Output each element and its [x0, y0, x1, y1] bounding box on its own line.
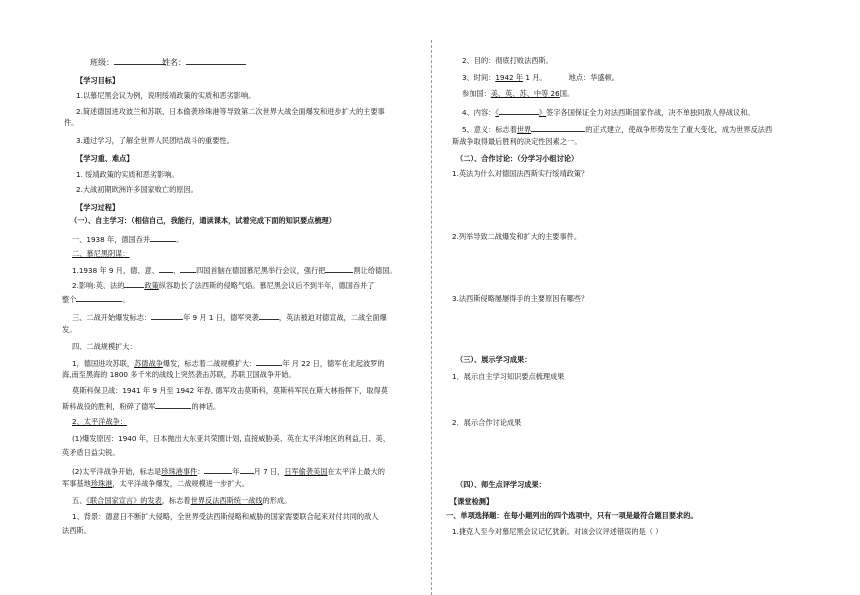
key-1: 1. 绥靖政策的实质和恶劣影响。 — [76, 170, 179, 179]
pacific-start — [72, 465, 385, 477]
background-1: 1、背景：德意日不断扩大侵略，全世界受法西斯侵略和威胁的国家需要联合起来对付共同的敌人 — [72, 512, 379, 521]
class-blank[interactable] — [114, 56, 166, 65]
question-2: 2.列举导致二战爆发和扩大的主要事件。 — [452, 232, 582, 241]
show-2: 2．展示合作讨论成果 — [452, 418, 522, 427]
expansion-1-b: 苏德战争 — [134, 359, 163, 368]
participants — [462, 89, 574, 99]
munich-2-e: 。 — [122, 295, 130, 304]
significance-text: 的正式建立，使战争形势发生了重大变化，成为世界反法西 — [585, 125, 773, 134]
pacific-start-g: 在太平洋上最大的 — [327, 467, 385, 476]
pacific-cause-cont: 英矛盾日益尖锐。 — [62, 448, 120, 457]
munich-2-d: 整个 — [62, 295, 77, 304]
name-field — [162, 56, 246, 68]
outbreak — [72, 311, 387, 323]
goal-2: 2.简述德国进攻波兰和苏联、日本偷袭珍珠港等导致第二次世界大战全面爆发和进步扩大的主要事 — [76, 107, 385, 116]
class-field — [90, 56, 166, 68]
munich-2-cont — [62, 293, 130, 305]
expansion-1 — [72, 357, 385, 369]
declaration-c: ，标志着 — [161, 496, 191, 505]
question-1: 1.英法为什么对德国法西斯实行绥靖政策？ — [452, 169, 589, 178]
participants-label: 参加国： — [462, 89, 491, 98]
pacific-start-h: 军事基地 — [62, 479, 91, 488]
outbreak-a: 三、二战开始爆发标志： — [72, 313, 152, 322]
mc-text: 在每小题列出的四个选项中，只有一项是最符合题目要求的。 — [503, 511, 698, 520]
class-label: 班级： — [90, 58, 114, 67]
moscow-1: 莫斯科保卫战：1941 年 9 月至 1942 年春, 德军攻击莫斯科，莫斯科军民在斯大林指挥下，取得莫 — [72, 386, 388, 395]
time-year: 1942 年 — [495, 73, 524, 82]
content-close: 》 — [538, 108, 547, 117]
item-1-end: 。 — [176, 235, 184, 244]
name-label: 姓名： — [162, 58, 186, 67]
munich-1-a: 1.1938 年 9 月，德、意、 — [72, 266, 159, 275]
munich-2 — [72, 279, 374, 291]
expansion-title: 四、二战规模扩大： — [72, 342, 137, 351]
munich-2-a: 2.影响:英、法的 — [72, 281, 125, 290]
place: 地点：华盛顿。 — [568, 73, 619, 82]
background-2: 法西斯。 — [62, 526, 91, 535]
item-1-text: 一、1938 年，德国吞并 — [72, 235, 151, 244]
blank-target[interactable] — [259, 311, 279, 320]
munich-title: 二、慕尼黑阴谋： — [72, 249, 130, 258]
process-title: 【学习过程】 — [76, 203, 120, 212]
blank-year-2[interactable] — [256, 357, 282, 366]
outbreak-cont: 发。 — [62, 325, 77, 334]
item-1 — [72, 233, 183, 245]
moscow-2-b: 的神话。 — [191, 402, 221, 411]
column-divider — [431, 40, 432, 595]
self-study-text: （一）、自主学习：（相信自己，我能行，通读课本，试着完成下面的知识要点梳理） — [70, 216, 336, 225]
pacific-start-f: 日军偷袭美国 — [284, 467, 328, 476]
moscow-2 — [62, 400, 220, 412]
expansion-1-a: 1，德国进攻苏联， — [72, 359, 135, 368]
munich-1-c: 四国首脑在德国慕尼黑举行会议，强行把 — [196, 266, 326, 275]
purpose: 2、目的：彻底打败法西斯。 — [462, 56, 553, 65]
significance — [462, 123, 772, 135]
right-column — [446, 0, 810, 595]
mc-instructions — [446, 511, 698, 521]
name-blank[interactable] — [186, 56, 246, 65]
time-month: 1 月。 — [523, 73, 547, 82]
pacific-start-e: 月 7 日， — [253, 467, 285, 476]
significance-cont: 斯战争取得最后胜利的决定性因素之一。 — [452, 137, 582, 146]
content-open: 《 — [495, 108, 499, 117]
goal-3: 3.通过学习，了解全世界人民团结战斗的重要性。 — [76, 136, 234, 145]
pacific-start-j: ，太平洋战争爆发，二战规模进一步扩大。 — [112, 479, 249, 488]
blank-policy[interactable] — [124, 279, 144, 288]
content-text: 签字各国保证全力对法西斯国家作战，决不单独同敌人停战议和。 — [546, 108, 755, 117]
show-1: 1．展示自主学习知识要点梳理成果 — [452, 372, 565, 381]
declaration — [72, 496, 291, 506]
expansion-1-d: 年 月 22 日，德军在北起波罗的 — [282, 359, 385, 368]
left-column — [62, 0, 416, 595]
blank-whole[interactable] — [76, 293, 122, 302]
time-place — [462, 73, 619, 83]
test-title: 【课堂检测】 — [450, 497, 494, 506]
blank-month[interactable] — [240, 465, 254, 474]
declaration-a: 五、 — [72, 496, 87, 505]
time-label: 3、时间： — [462, 73, 496, 82]
pacific-cause: (1)爆发原因：1940 年，日本抛出大东亚共荣圈计划, 直接威胁美、英在太平洋地区的利益,日、美、 — [72, 434, 390, 443]
declaration-d: 世界反法西斯统一战线 — [190, 496, 263, 505]
munich-1 — [72, 264, 397, 276]
blank-annex[interactable] — [150, 233, 176, 242]
blank-front[interactable] — [531, 123, 585, 132]
significance-world: 世界 — [516, 125, 532, 134]
moscow-2-a: 斯科战役的胜利，粉碎了德军 — [62, 402, 156, 411]
key-title: 【学习重、难点】 — [76, 154, 134, 163]
review-title: （四）、师生点评学习成果： — [456, 480, 546, 489]
expansion-1-cont: 海,南至黑海的 1800 多千米的战线上突然袭击苏联，苏联卫国战争开始。 — [62, 370, 296, 379]
blank-document[interactable] — [499, 106, 539, 115]
blank-region[interactable] — [325, 264, 353, 273]
participants-list: 美、英、苏、中等 26 — [490, 89, 560, 98]
participants-end: 国。 — [559, 89, 575, 98]
expansion-1-c: 爆发，标志着二战规模扩大： — [162, 359, 257, 368]
blank-country-2[interactable] — [180, 264, 196, 273]
content — [462, 106, 755, 118]
pacific-start-c: ： — [197, 467, 205, 476]
blank-country-1[interactable] — [159, 264, 173, 273]
mc-label: 一、单项选择题： — [446, 511, 504, 520]
declaration-e: 的形成。 — [262, 496, 292, 505]
munich-1-d: 割让给德国。 — [353, 266, 397, 275]
outbreak-c: ，英法被迫对德宣战，二战全面爆 — [278, 313, 387, 322]
blank-year[interactable] — [151, 311, 183, 320]
content-label: 4、内容： — [462, 108, 496, 117]
pacific-start-b: 珍珠港事件 — [161, 467, 198, 476]
coop-title: （二）、合作讨论：（分学习小组讨论） — [456, 154, 579, 163]
blank-year-3[interactable] — [204, 465, 232, 474]
goals-title: 【学习目标】 — [76, 76, 120, 85]
munich-2-c: 纵容助长了法西斯的侵略气焰。慕尼黑会议后不到半年，德国吞并了 — [158, 281, 375, 290]
show-title: （三）、展示学习成果： — [456, 355, 532, 364]
blank-myth[interactable] — [155, 400, 191, 409]
munich-1-b: 、 — [172, 266, 181, 275]
goal-1: 1.以慕尼黑会议为例，说明绥靖政策的实质和恶劣影响。 — [76, 91, 256, 100]
declaration-b: 《联合国家宣言》的发表 — [86, 496, 162, 505]
goal-2-cont: 件。 — [64, 118, 79, 127]
question-3: 3.法西斯侵略屡屡得手的主要原因有哪些？ — [452, 294, 589, 303]
mc-question-1: 1.捷克人至今对慕尼黑会议记忆犹新。对该会议评述错误的是（ ） — [452, 527, 663, 536]
munich-2-b: 政策 — [144, 281, 159, 290]
pacific-start-i: 珍珠港 — [90, 479, 113, 488]
pacific-start-cont — [62, 479, 249, 489]
outbreak-b: 年 9 月 1 日，德军突袭 — [183, 313, 259, 322]
significance-label: 5、意义：标志着 — [462, 125, 517, 134]
self-study-title — [70, 216, 336, 226]
pacific-start-d: 年 — [232, 467, 240, 476]
pacific-war-title: 2、太平洋战争： — [72, 417, 127, 426]
pacific-start-a: (2)太平洋战争开始，标志是 — [72, 467, 162, 476]
key-2: 2.大战初期欧洲许多国家败亡的原因。 — [76, 185, 198, 194]
